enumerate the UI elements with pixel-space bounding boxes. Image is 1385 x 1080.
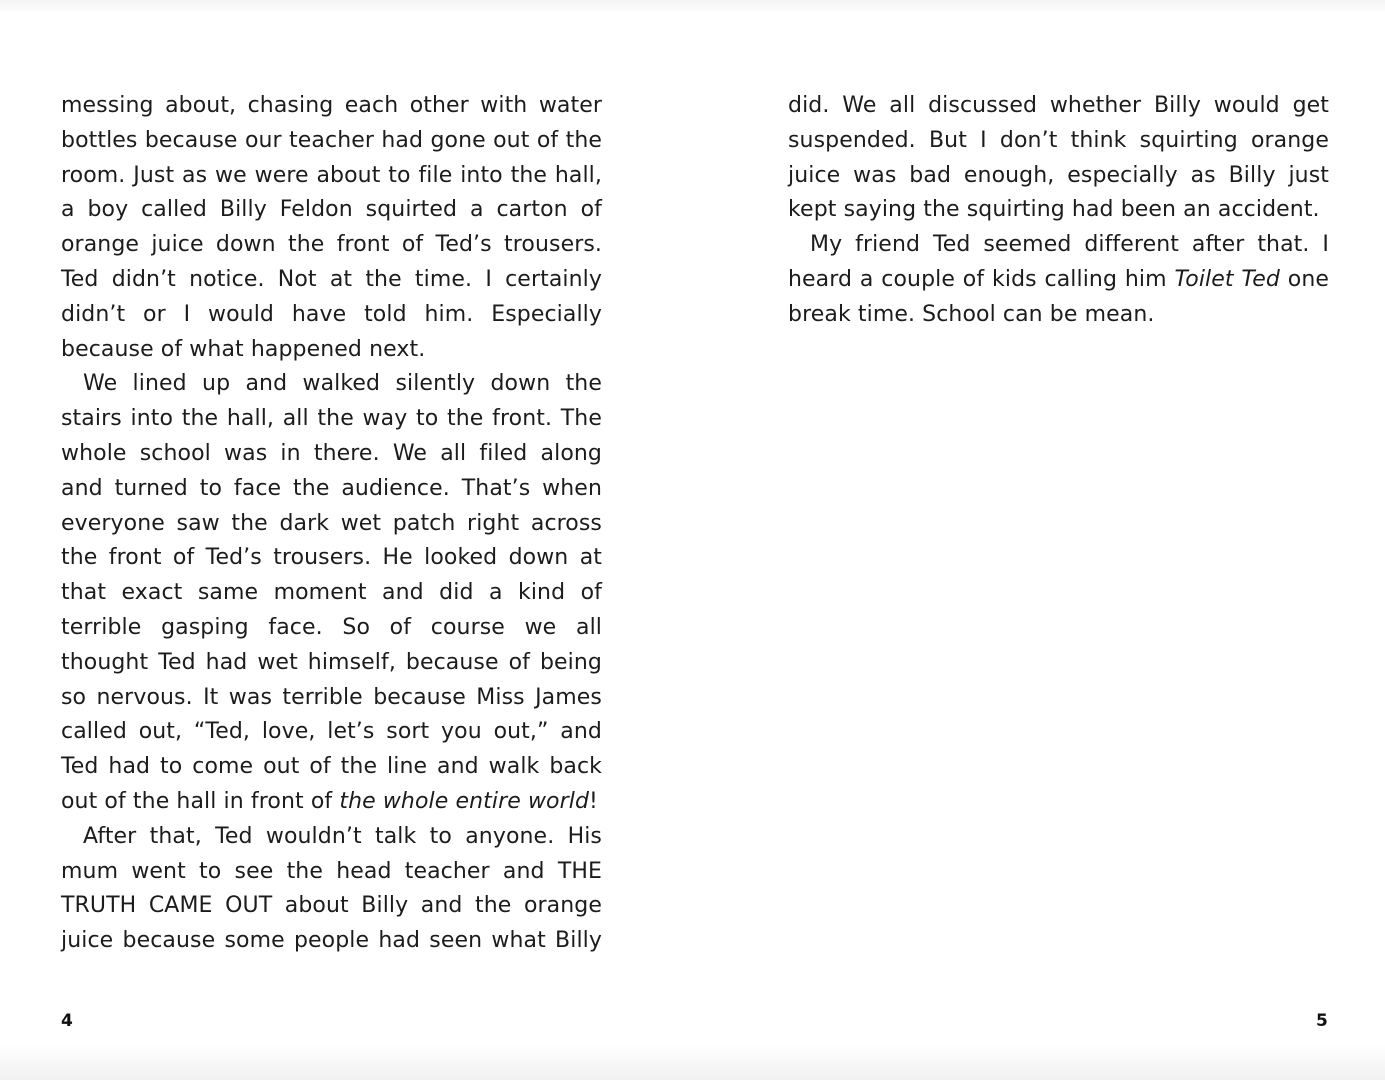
page-number: 5 [1316,1011,1328,1031]
paragraph [61,367,602,819]
left-page-text-column [61,89,602,959]
paragraph: did. We all discussed whether Billy would get suspended. But I don’t think squirting orange juice was bad enough, especially as Billy just kept saying the squirting had been an accident. [788,93,1329,223]
right-page [692,0,1385,1080]
left-page [0,0,692,1080]
paragraph-text-tail: ! [589,788,598,814]
paragraph-text: My friend Ted seemed different after that. I heard a couple of kids calling him [788,232,1329,292]
paragraph-text: We lined up and walked silently down the stairs into the hall, all the way to the front. The whole school was in there. We all filed along and turned to face the audience. That’s when everyone saw the dark wet patch right across the front of Ted’s trousers. He looked down at that exact same moment and did a kind of terrible gasping face. So of course we all thought Ted had wet himself, because of being so nervous. It was terrible because Miss James called out, “Ted, love, let’s sort you out,” and Ted had to come out of the line and walk back out of the hall in front of [61,371,602,814]
paragraph: messing about, chasing each other with water bottles because our teacher had gone out of the room. Just as we were about to file into the hall, a boy called Billy Feldon squirted a carton of orange juice down the front of Ted’s trousers. Ted didn’t notice. Not at the time. I certainly didn’t or I would have told him. Especially because of what happened next. [61,93,602,362]
emphasized-text: Toilet Ted [1174,266,1280,292]
emphasized-text: the whole entire world [339,788,590,814]
paragraph [788,228,1329,332]
paragraph: After that, Ted wouldn’t talk to anyone. His mum went to see the head teacher and THE TRUTH CAME OUT about Billy and the orange juice because some people had seen what Billy [61,823,602,954]
paragraph-text-tail: one break time. School can be mean. [788,266,1330,327]
page-number: 4 [61,1011,73,1031]
right-page-text-column [788,89,1329,333]
bottom-edge-shadow [0,1044,1385,1080]
